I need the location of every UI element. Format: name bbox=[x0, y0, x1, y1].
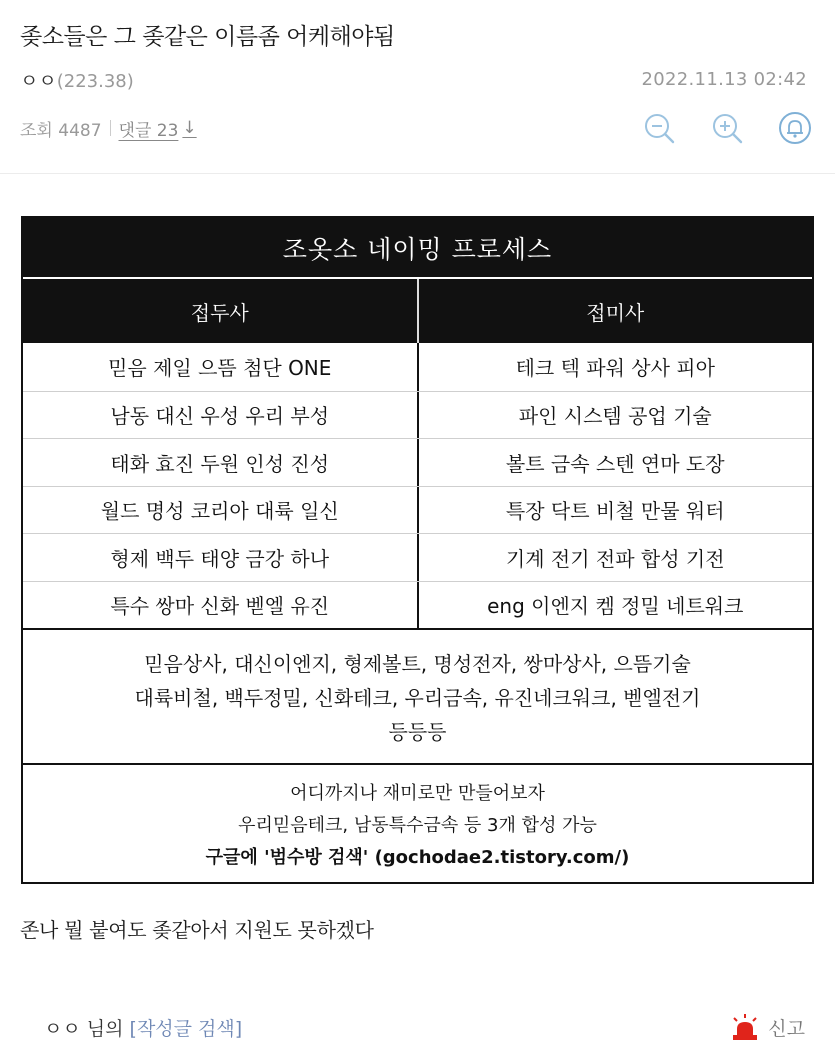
table-row bbox=[23, 486, 812, 534]
zoom-in-button[interactable] bbox=[709, 110, 745, 146]
footer-author-suffix: 님의 bbox=[86, 1017, 124, 1040]
suffix-cell: 테크 텍 파워 상사 피아 bbox=[515, 356, 715, 381]
prefix-cell: 특수 쌍마 신화 벧엘 유진 bbox=[23, 582, 419, 629]
report-button[interactable] bbox=[730, 1013, 805, 1041]
post-body: 존나 뭘 붙여도 좆같아서 지원도 못하겠다 bbox=[20, 918, 374, 942]
comments-label: 댓글 23 bbox=[118, 120, 179, 141]
image-notes bbox=[23, 763, 812, 882]
suffix-cell: 파인 시스템 공업 기술 bbox=[518, 404, 712, 429]
zoom-out-button[interactable] bbox=[641, 110, 677, 146]
note-line: 어디까지나 재미로만 만들어보자 bbox=[290, 782, 545, 804]
post-datetime: 2022.11.13 02:42 bbox=[641, 68, 807, 90]
table-row bbox=[23, 391, 812, 439]
prefix-cell: 믿음 제일 으뜸 첨단 ONE bbox=[23, 343, 419, 391]
header-divider bbox=[0, 173, 835, 174]
author-search bbox=[44, 1014, 242, 1041]
post-stats bbox=[20, 116, 197, 141]
image-combination-examples bbox=[23, 628, 812, 763]
combo-line: 대륙비철, 백두정밀, 신화테크, 우리금속, 유진네크워크, 벧엘전기 bbox=[134, 686, 701, 710]
author-info bbox=[20, 66, 134, 93]
suffix-cell: eng 이엔지 켐 정밀 네트워크 bbox=[487, 594, 744, 619]
stats-divider bbox=[110, 120, 111, 136]
zoom-out-icon bbox=[642, 111, 676, 145]
combo-line: 믿음상사, 대신이엔지, 형제볼트, 명성전자, 쌍마상사, 으뜸기술 bbox=[144, 652, 691, 676]
post-meta bbox=[20, 66, 807, 92]
suffix-cell: 볼트 금속 스텐 연마 도장 bbox=[505, 451, 725, 476]
prefix-cell: 남동 대신 우성 우리 부성 bbox=[23, 392, 419, 439]
comments-link[interactable] bbox=[119, 116, 197, 141]
arrow-down-icon: ↓ bbox=[182, 118, 197, 138]
post-tools bbox=[641, 110, 813, 146]
post-image-naming-table bbox=[21, 216, 814, 884]
suffix-header: 접미사 bbox=[586, 300, 645, 325]
suffix-cell: 기계 전기 전파 합성 기전 bbox=[505, 546, 725, 571]
prefix-cell: 형제 백두 태양 금강 하나 bbox=[23, 534, 419, 581]
image-rows bbox=[23, 343, 812, 628]
view-count: 조회 4487 bbox=[20, 120, 102, 141]
table-row bbox=[23, 343, 812, 391]
table-row bbox=[23, 533, 812, 581]
author-name[interactable]: ㅇㅇ bbox=[20, 69, 57, 92]
author-ip: (223.38) bbox=[56, 70, 134, 92]
siren-icon bbox=[730, 1013, 760, 1041]
bell-icon bbox=[778, 111, 812, 145]
post-footer bbox=[44, 1010, 805, 1044]
image-title: 조옷소 네이밍 프로세스 bbox=[23, 218, 812, 279]
suffix-cell: 특장 닥트 비철 만물 워터 bbox=[505, 499, 725, 524]
post-title: 좆소들은 그 좆같은 이름좀 어케해야됨 bbox=[20, 24, 395, 50]
note-line: 구글에 '범수방 검색' (gochodae2.tistory.com/) bbox=[205, 846, 630, 868]
stats-row bbox=[20, 108, 813, 148]
author-posts-search-link[interactable]: [작성글 검색] bbox=[129, 1017, 243, 1040]
prefix-cell: 월드 명성 코리아 대륙 일신 bbox=[23, 487, 419, 534]
table-row bbox=[23, 438, 812, 486]
prefix-header: 접두사 bbox=[23, 279, 419, 343]
subscribe-button[interactable] bbox=[777, 110, 813, 146]
footer-author: ㅇㅇ bbox=[44, 1017, 81, 1040]
image-column-headers bbox=[23, 279, 812, 343]
prefix-cell: 태화 효진 두원 인성 진성 bbox=[23, 439, 419, 486]
note-line: 우리믿음테크, 남동특수금속 등 3개 합성 가능 bbox=[238, 814, 597, 836]
combo-line: 등등등 bbox=[388, 720, 447, 744]
zoom-in-icon bbox=[710, 111, 744, 145]
report-label: 신고 bbox=[768, 1017, 805, 1040]
table-row bbox=[23, 581, 812, 629]
